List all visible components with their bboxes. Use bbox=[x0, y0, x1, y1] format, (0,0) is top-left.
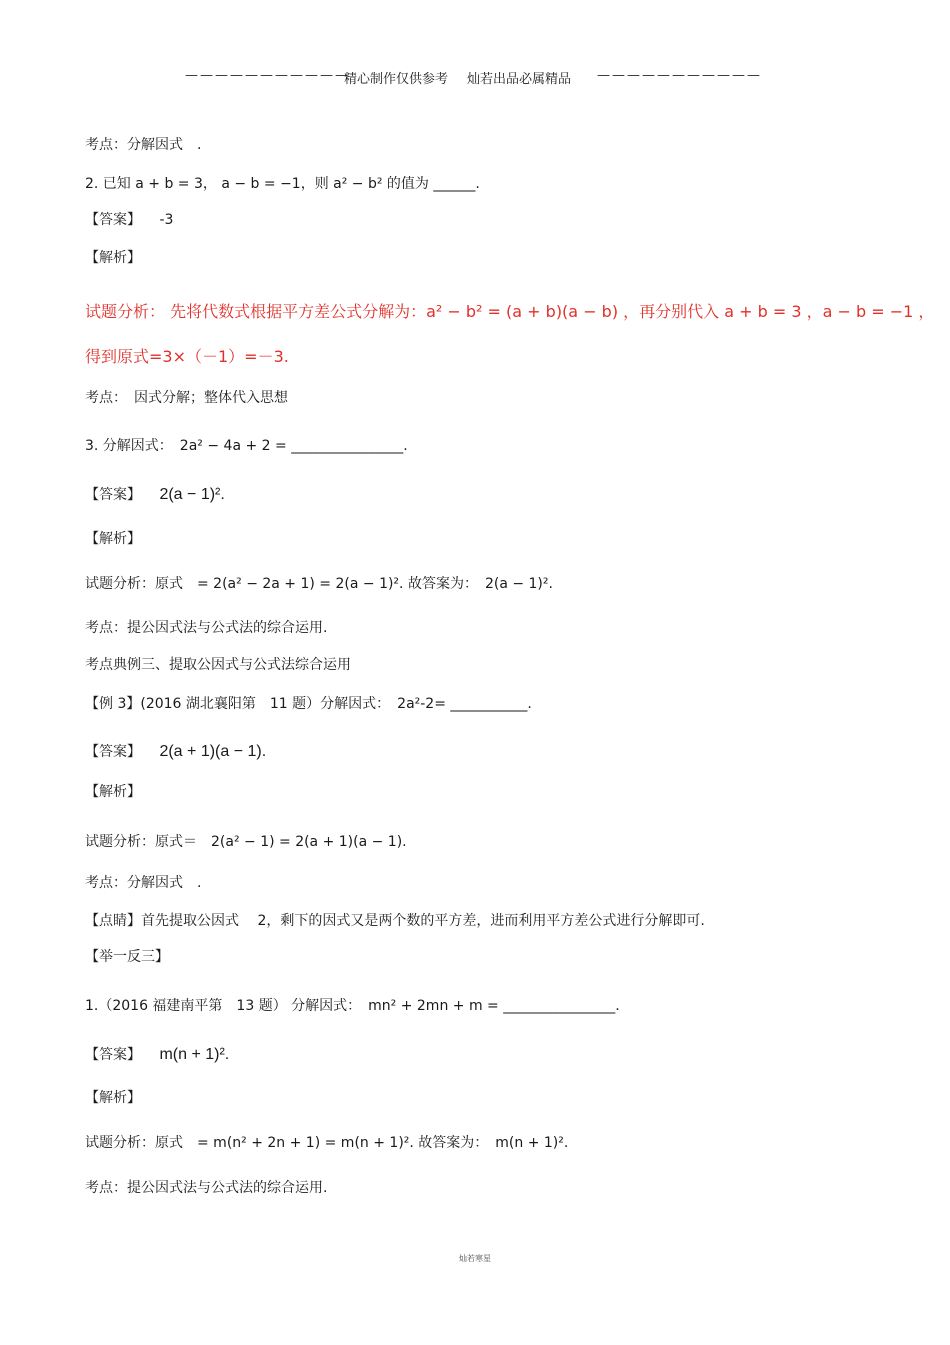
answer-label: 【答案】 bbox=[85, 487, 141, 503]
header-slogan-2: 灿若出品必属精品 bbox=[467, 72, 572, 87]
practice-kaodian: 考点：提公因式法与公式法的综合运用. bbox=[85, 1180, 328, 1196]
answer-label: 【答案】 bbox=[85, 744, 141, 760]
header-dashes-left: ——————————— bbox=[185, 68, 350, 83]
practice-answer bbox=[85, 1046, 229, 1064]
answer-value: -3 bbox=[159, 212, 174, 228]
q2-answer bbox=[85, 211, 173, 229]
q3-text: 3. 分解因式： 2a² − 4a + 2 = ________________. bbox=[85, 438, 408, 454]
q2-analysis-label: 【解析】 bbox=[85, 250, 141, 266]
answer-value: m(n + 1)². bbox=[159, 1046, 230, 1063]
section-title: 考点典例三、提取公因式与公式法综合运用 bbox=[85, 657, 351, 673]
q2-text: 2. 已知 a + b = 3， a − b = −1，则 a² − b² 的值为 ______. bbox=[85, 176, 480, 192]
p1-kaodian: 考点：分解因式 . bbox=[85, 137, 202, 153]
header-slogan-1: 精心制作仅供参考 bbox=[344, 72, 449, 87]
q2-kaodian: 考点： 因式分解；整体代入思想 bbox=[85, 390, 288, 406]
q3-answer bbox=[85, 486, 225, 504]
ex3-text: 【例 3】(2016 湖北襄阳第 11 题）分解因式： 2a²-2= ___________. bbox=[85, 696, 532, 712]
ex3-dianjing: 【点睛】首先提取公因式 2，剩下的因式又是两个数的平方差，进而利用平方差公式进行分解即可. bbox=[85, 913, 705, 929]
q3-analysis-label: 【解析】 bbox=[85, 531, 141, 547]
practice-analysis-label: 【解析】 bbox=[85, 1090, 141, 1106]
practice-q1-text: 1.（2016 福建南平第 13 题） 分解因式： mn² + 2mn + m = ________________. bbox=[85, 998, 620, 1014]
answer-value: 2(a + 1)(a − 1). bbox=[159, 743, 267, 760]
answer-label: 【答案】 bbox=[85, 212, 141, 228]
answer-label: 【答案】 bbox=[85, 1047, 141, 1063]
q3-solution: 试题分析：原式 = 2(a² − 2a + 1) = 2(a − 1)². 故答案为： 2(a − 1)². bbox=[85, 576, 553, 592]
header-dashes-right: ——————————— bbox=[597, 68, 762, 83]
practice-solution: 试题分析：原式 = m(n² + 2n + 1) = m(n + 1)². 故答案为： m(n + 1)². bbox=[85, 1135, 569, 1151]
q2-red-line-2: 得到原式=3×（－1）=－3. bbox=[85, 347, 289, 366]
ex3-answer bbox=[85, 743, 266, 761]
ex3-analysis-label: 【解析】 bbox=[85, 784, 141, 800]
q3-kaodian: 考点：提公因式法与公式法的综合运用. bbox=[85, 620, 328, 636]
ex3-kaodian: 考点：分解因式 . bbox=[85, 875, 202, 891]
q2-red-line-1: 试题分析： 先将代数式根据平方差公式分解为：a² − b² = (a + b)(a − b) ，再分别代入 a + b = 3 ，a − b = −1 ， bbox=[85, 302, 935, 321]
page-footer: 灿若寒星 bbox=[459, 1254, 491, 1263]
answer-value: 2(a − 1)². bbox=[159, 486, 225, 503]
practice-title: 【举一反三】 bbox=[85, 949, 169, 965]
ex3-solution: 试题分析：原式＝ 2(a² − 1) = 2(a + 1)(a − 1). bbox=[85, 834, 407, 850]
